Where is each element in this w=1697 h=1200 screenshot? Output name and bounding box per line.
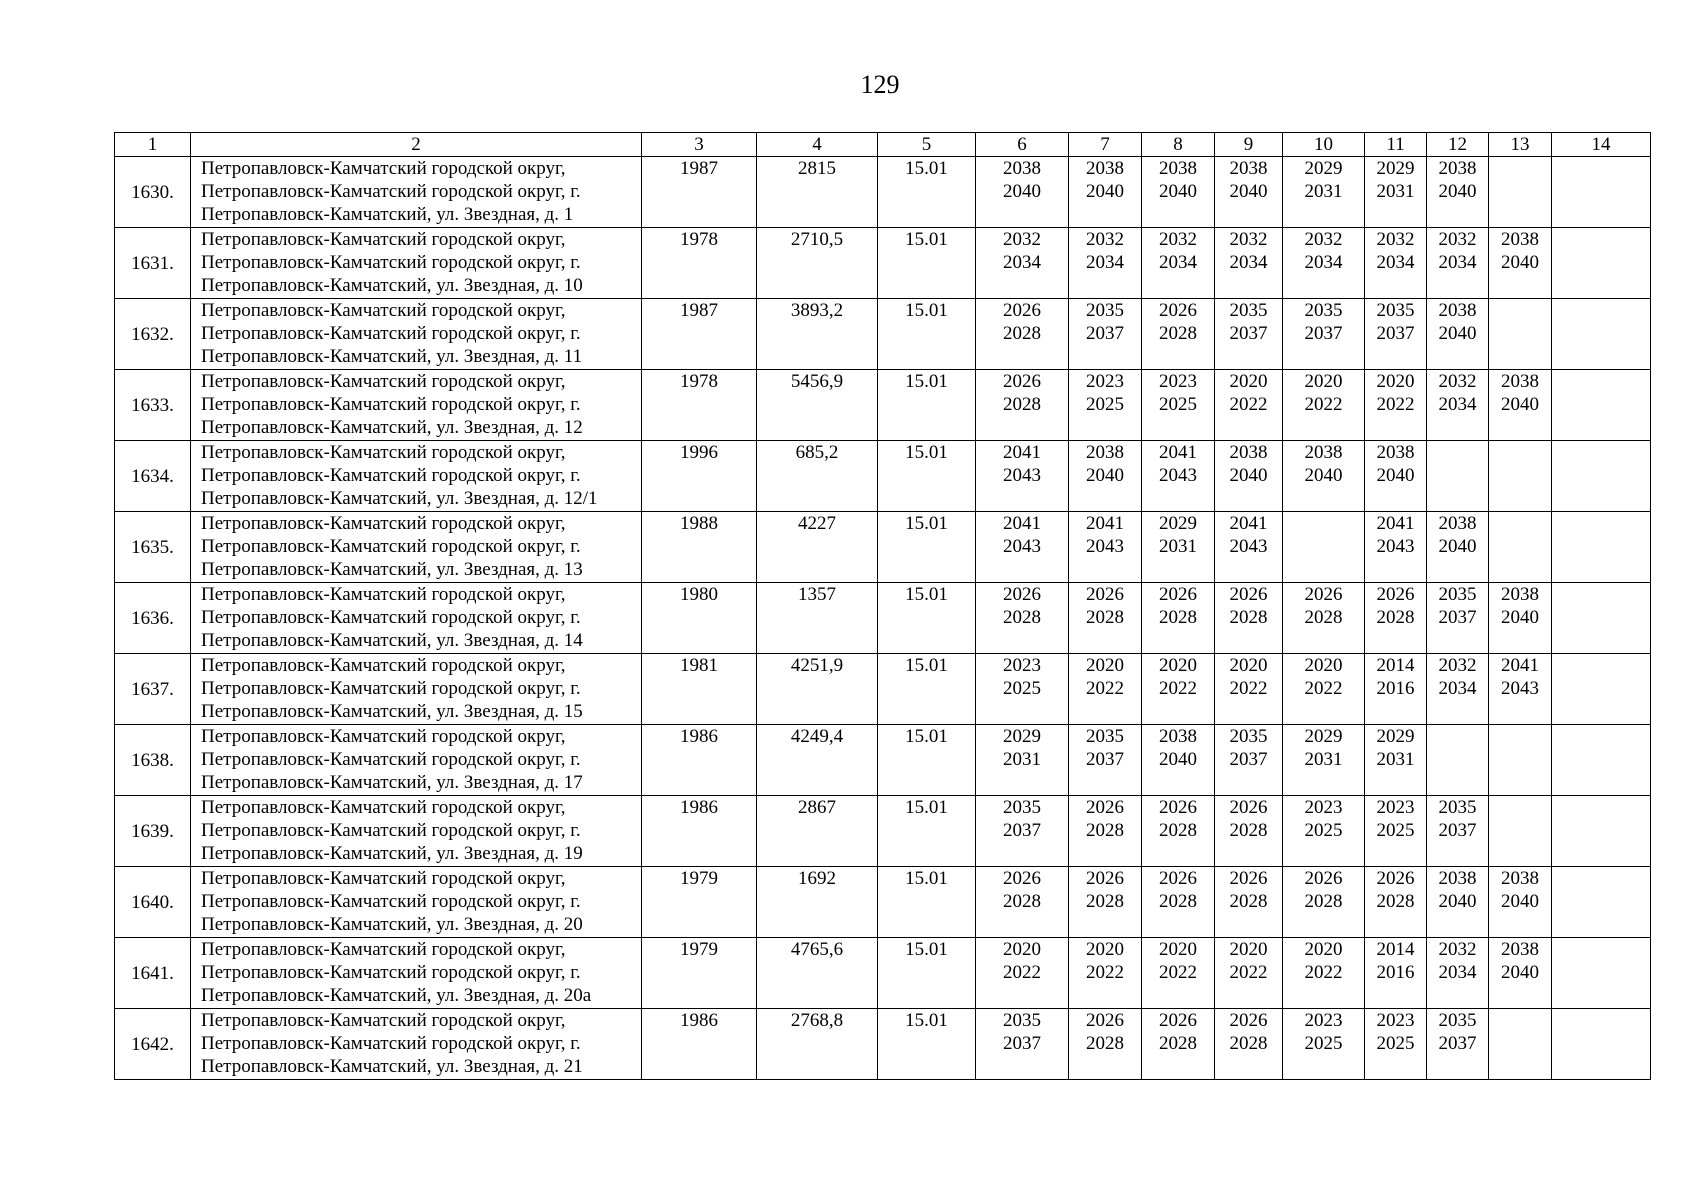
work-period-cell-col-13: 2038 2040 [1489, 228, 1552, 299]
code-cell: 15.01 [878, 228, 976, 299]
code-cell: 15.01 [878, 583, 976, 654]
code-cell: 15.01 [878, 725, 976, 796]
table-row [115, 299, 1651, 370]
address-line: Петропавловск-Камчатский городской округ, [201, 726, 566, 747]
work-period-cell-col-13 [1489, 441, 1552, 512]
work-period-cell-col-10: 2026 2028 [1283, 867, 1365, 938]
work-period-cell-col-10: 2020 2022 [1283, 654, 1365, 725]
code-cell: 15.01 [878, 370, 976, 441]
address-line: Петропавловск-Камчатский, ул. Звездная, д. 15 [201, 701, 583, 722]
work-period-cell-col-12: 2032 2034 [1427, 228, 1489, 299]
work-period-cell-col-6: 2032 2034 [976, 228, 1069, 299]
work-period-cell-col-6: 2041 2043 [976, 441, 1069, 512]
address-cell [191, 725, 642, 796]
row-number: 1633. [115, 370, 191, 441]
address-line: Петропавловск-Камчатский городской округ, г. [201, 536, 581, 557]
work-period-cell-col-7: 2023 2025 [1069, 370, 1142, 441]
work-period-cell-col-7: 2032 2034 [1069, 228, 1142, 299]
address-line: Петропавловск-Камчатский городской округ, г. [201, 607, 581, 628]
work-period-cell-col-13 [1489, 725, 1552, 796]
work-period-cell-col-11: 2029 2031 [1365, 725, 1427, 796]
build-year-cell: 1988 [642, 512, 757, 583]
area-cell: 3893,2 [757, 299, 878, 370]
work-period-cell-col-11: 2026 2028 [1365, 867, 1427, 938]
build-year-cell: 1986 [642, 1009, 757, 1080]
work-period-cell-col-7: 2020 2022 [1069, 938, 1142, 1009]
housing-register-table [114, 132, 1651, 1080]
address-line: Петропавловск-Камчатский городской округ, г. [201, 962, 581, 983]
work-period-cell-col-6: 2035 2037 [976, 1009, 1069, 1080]
work-period-cell-col-14 [1552, 867, 1651, 938]
work-period-cell-col-6: 2026 2028 [976, 370, 1069, 441]
work-period-cell-col-10: 2032 2034 [1283, 228, 1365, 299]
code-cell: 15.01 [878, 867, 976, 938]
area-cell: 1357 [757, 583, 878, 654]
work-period-cell-col-12: 2038 2040 [1427, 867, 1489, 938]
work-period-cell-col-6: 2020 2022 [976, 938, 1069, 1009]
address-line: Петропавловск-Камчатский городской округ, г. [201, 1033, 581, 1054]
code-cell: 15.01 [878, 654, 976, 725]
work-period-cell-col-7: 2035 2037 [1069, 725, 1142, 796]
work-period-cell-col-10 [1283, 512, 1365, 583]
build-year-cell: 1979 [642, 867, 757, 938]
column-header-3: 3 [642, 133, 757, 157]
area-cell: 4251,9 [757, 654, 878, 725]
work-period-cell-col-11: 2014 2016 [1365, 654, 1427, 725]
work-period-cell-col-12: 2035 2037 [1427, 796, 1489, 867]
work-period-cell-col-13 [1489, 512, 1552, 583]
column-header-6: 6 [976, 133, 1069, 157]
table-row [115, 725, 1651, 796]
work-period-cell-col-8: 2020 2022 [1142, 654, 1215, 725]
table-row [115, 441, 1651, 512]
code-cell: 15.01 [878, 796, 976, 867]
address-cell [191, 796, 642, 867]
code-cell: 15.01 [878, 299, 976, 370]
table-row [115, 583, 1651, 654]
work-period-cell-col-13: 2038 2040 [1489, 938, 1552, 1009]
address-line: Петропавловск-Камчатский городской округ, г. [201, 891, 581, 912]
row-number: 1631. [115, 228, 191, 299]
work-period-cell-col-13: 2038 2040 [1489, 583, 1552, 654]
build-year-cell: 1980 [642, 583, 757, 654]
address-line: Петропавловск-Камчатский, ул. Звездная, д. 19 [201, 843, 583, 864]
address-line: Петропавловск-Камчатский городской округ, [201, 513, 566, 534]
address-line: Петропавловск-Камчатский городской округ, г. [201, 749, 581, 770]
work-period-cell-col-9: 2020 2022 [1215, 370, 1283, 441]
code-cell: 15.01 [878, 1009, 976, 1080]
row-number: 1630. [115, 157, 191, 228]
address-cell [191, 512, 642, 583]
work-period-cell-col-10: 2020 2022 [1283, 938, 1365, 1009]
column-header-9: 9 [1215, 133, 1283, 157]
work-period-cell-col-9: 2032 2034 [1215, 228, 1283, 299]
column-header-11: 11 [1365, 133, 1427, 157]
work-period-cell-col-13 [1489, 796, 1552, 867]
code-cell: 15.01 [878, 512, 976, 583]
address-line: Петропавловск-Камчатский, ул. Звездная, д. 12 [201, 417, 583, 438]
work-period-cell-col-14 [1552, 299, 1651, 370]
work-period-cell-col-9: 2038 2040 [1215, 441, 1283, 512]
build-year-cell: 1987 [642, 157, 757, 228]
table-row [115, 228, 1651, 299]
address-line: Петропавловск-Камчатский городской округ, г. [201, 323, 581, 344]
work-period-cell-col-6: 2023 2025 [976, 654, 1069, 725]
work-period-cell-col-13 [1489, 157, 1552, 228]
work-period-cell-col-14 [1552, 1009, 1651, 1080]
work-period-cell-col-14 [1552, 157, 1651, 228]
work-period-cell-col-6: 2029 2031 [976, 725, 1069, 796]
address-line: Петропавловск-Камчатский, ул. Звездная, д. 11 [201, 346, 583, 367]
work-period-cell-col-8: 2026 2028 [1142, 583, 1215, 654]
build-year-cell: 1981 [642, 654, 757, 725]
work-period-cell-col-8: 2020 2022 [1142, 938, 1215, 1009]
work-period-cell-col-14 [1552, 654, 1651, 725]
work-period-cell-col-11: 2041 2043 [1365, 512, 1427, 583]
work-period-cell-col-14 [1552, 583, 1651, 654]
row-number: 1639. [115, 796, 191, 867]
work-period-cell-col-10: 2029 2031 [1283, 157, 1365, 228]
row-number: 1632. [115, 299, 191, 370]
address-line: Петропавловск-Камчатский, ул. Звездная, д. 10 [201, 275, 583, 296]
table-header-row [115, 133, 1651, 157]
address-line: Петропавловск-Камчатский городской округ, [201, 300, 566, 321]
address-cell [191, 370, 642, 441]
address-line: Петропавловск-Камчатский городской округ, [201, 1010, 566, 1031]
work-period-cell-col-12: 2038 2040 [1427, 299, 1489, 370]
area-cell: 4249,4 [757, 725, 878, 796]
column-header-8: 8 [1142, 133, 1215, 157]
area-cell: 5456,9 [757, 370, 878, 441]
work-period-cell-col-9: 2035 2037 [1215, 299, 1283, 370]
address-cell [191, 299, 642, 370]
work-period-cell-col-7: 2026 2028 [1069, 583, 1142, 654]
address-line: Петропавловск-Камчатский городской округ, г. [201, 181, 581, 202]
work-period-cell-col-10: 2020 2022 [1283, 370, 1365, 441]
work-period-cell-col-13 [1489, 1009, 1552, 1080]
column-header-13: 13 [1489, 133, 1552, 157]
code-cell: 15.01 [878, 441, 976, 512]
build-year-cell: 1986 [642, 796, 757, 867]
table-row [115, 654, 1651, 725]
row-number: 1636. [115, 583, 191, 654]
code-cell: 15.01 [878, 157, 976, 228]
work-period-cell-col-8: 2038 2040 [1142, 157, 1215, 228]
work-period-cell-col-14 [1552, 938, 1651, 1009]
work-period-cell-col-6: 2038 2040 [976, 157, 1069, 228]
area-cell: 2768,8 [757, 1009, 878, 1080]
work-period-cell-col-11: 2029 2031 [1365, 157, 1427, 228]
work-period-cell-col-11: 2035 2037 [1365, 299, 1427, 370]
address-line: Петропавловск-Камчатский, ул. Звездная, д. 17 [201, 772, 583, 793]
work-period-cell-col-7: 2026 2028 [1069, 796, 1142, 867]
address-line: Петропавловск-Камчатский городской округ, [201, 584, 566, 605]
work-period-cell-col-9: 2026 2028 [1215, 867, 1283, 938]
work-period-cell-col-12 [1427, 725, 1489, 796]
address-line: Петропавловск-Камчатский городской округ, [201, 371, 566, 392]
work-period-cell-col-13: 2041 2043 [1489, 654, 1552, 725]
address-line: Петропавловск-Камчатский городской округ, [201, 868, 566, 889]
address-cell [191, 654, 642, 725]
work-period-cell-col-8: 2041 2043 [1142, 441, 1215, 512]
work-period-cell-col-14 [1552, 228, 1651, 299]
work-period-cell-col-7: 2041 2043 [1069, 512, 1142, 583]
row-number: 1634. [115, 441, 191, 512]
work-period-cell-col-9: 2038 2040 [1215, 157, 1283, 228]
work-period-cell-col-12: 2038 2040 [1427, 512, 1489, 583]
work-period-cell-col-7: 2026 2028 [1069, 867, 1142, 938]
work-period-cell-col-8: 2026 2028 [1142, 796, 1215, 867]
table-row [115, 938, 1651, 1009]
address-line: Петропавловск-Камчатский городской округ, [201, 797, 566, 818]
address-cell [191, 157, 642, 228]
work-period-cell-col-9: 2041 2043 [1215, 512, 1283, 583]
address-line: Петропавловск-Камчатский городской округ, [201, 229, 566, 250]
work-period-cell-col-7: 2035 2037 [1069, 299, 1142, 370]
work-period-cell-col-12: 2035 2037 [1427, 583, 1489, 654]
address-line: Петропавловск-Камчатский, ул. Звездная, д. 1 [201, 204, 574, 225]
column-header-2: 2 [191, 133, 642, 157]
work-period-cell-col-8: 2038 2040 [1142, 725, 1215, 796]
row-number: 1637. [115, 654, 191, 725]
area-cell: 2710,5 [757, 228, 878, 299]
work-period-cell-col-12: 2035 2037 [1427, 1009, 1489, 1080]
work-period-cell-col-9: 2026 2028 [1215, 583, 1283, 654]
address-line: Петропавловск-Камчатский городской округ, г. [201, 820, 581, 841]
work-period-cell-col-8: 2026 2028 [1142, 867, 1215, 938]
address-line: Петропавловск-Камчатский, ул. Звездная, д. 12/1 [201, 488, 598, 509]
work-period-cell-col-12: 2032 2034 [1427, 370, 1489, 441]
address-line: Петропавловск-Камчатский, ул. Звездная, д. 21 [201, 1056, 583, 1077]
area-cell: 2815 [757, 157, 878, 228]
address-line: Петропавловск-Камчатский городской округ, [201, 158, 566, 179]
area-cell: 2867 [757, 796, 878, 867]
work-period-cell-col-8: 2026 2028 [1142, 299, 1215, 370]
work-period-cell-col-8: 2029 2031 [1142, 512, 1215, 583]
work-period-cell-col-12: 2032 2034 [1427, 654, 1489, 725]
work-period-cell-col-12: 2032 2034 [1427, 938, 1489, 1009]
address-cell [191, 867, 642, 938]
address-line: Петропавловск-Камчатский, ул. Звездная, д. 13 [201, 559, 583, 580]
work-period-cell-col-10: 2023 2025 [1283, 796, 1365, 867]
code-cell: 15.01 [878, 938, 976, 1009]
address-line: Петропавловск-Камчатский городской округ, [201, 939, 566, 960]
table-row [115, 370, 1651, 441]
work-period-cell-col-9: 2026 2028 [1215, 1009, 1283, 1080]
work-period-cell-col-6: 2026 2028 [976, 299, 1069, 370]
address-line: Петропавловск-Камчатский городской округ, г. [201, 678, 581, 699]
address-cell [191, 583, 642, 654]
work-period-cell-col-14 [1552, 725, 1651, 796]
address-line: Петропавловск-Камчатский городской округ, г. [201, 394, 581, 415]
build-year-cell: 1979 [642, 938, 757, 1009]
column-header-4: 4 [757, 133, 878, 157]
column-header-14: 14 [1552, 133, 1651, 157]
work-period-cell-col-10: 2026 2028 [1283, 583, 1365, 654]
work-period-cell-col-14 [1552, 441, 1651, 512]
work-period-cell-col-7: 2020 2022 [1069, 654, 1142, 725]
work-period-cell-col-6: 2041 2043 [976, 512, 1069, 583]
work-period-cell-col-11: 2026 2028 [1365, 583, 1427, 654]
address-line: Петропавловск-Камчатский городской округ, [201, 655, 566, 676]
address-line: Петропавловск-Камчатский, ул. Звездная, д. 20а [201, 985, 592, 1006]
column-header-5: 5 [878, 133, 976, 157]
work-period-cell-col-10: 2038 2040 [1283, 441, 1365, 512]
work-period-cell-col-9: 2020 2022 [1215, 654, 1283, 725]
work-period-cell-col-8: 2023 2025 [1142, 370, 1215, 441]
address-cell [191, 441, 642, 512]
work-period-cell-col-11: 2023 2025 [1365, 1009, 1427, 1080]
work-period-cell-col-10: 2029 2031 [1283, 725, 1365, 796]
address-line: Петропавловск-Камчатский городской округ, г. [201, 252, 581, 273]
work-period-cell-col-11: 2014 2016 [1365, 938, 1427, 1009]
column-header-7: 7 [1069, 133, 1142, 157]
work-period-cell-col-6: 2026 2028 [976, 583, 1069, 654]
area-cell: 4765,6 [757, 938, 878, 1009]
row-number: 1641. [115, 938, 191, 1009]
build-year-cell: 1987 [642, 299, 757, 370]
work-period-cell-col-7: 2038 2040 [1069, 441, 1142, 512]
row-number: 1638. [115, 725, 191, 796]
column-header-1: 1 [115, 133, 191, 157]
work-period-cell-col-12: 2038 2040 [1427, 157, 1489, 228]
table-row [115, 157, 1651, 228]
work-period-cell-col-11: 2023 2025 [1365, 796, 1427, 867]
work-period-cell-col-8: 2032 2034 [1142, 228, 1215, 299]
build-year-cell: 1996 [642, 441, 757, 512]
table-row [115, 796, 1651, 867]
work-period-cell-col-7: 2038 2040 [1069, 157, 1142, 228]
work-period-cell-col-8: 2026 2028 [1142, 1009, 1215, 1080]
table-row [115, 512, 1651, 583]
table-row [115, 1009, 1651, 1080]
work-period-cell-col-6: 2026 2028 [976, 867, 1069, 938]
work-period-cell-col-9: 2026 2028 [1215, 796, 1283, 867]
row-number: 1642. [115, 1009, 191, 1080]
work-period-cell-col-13 [1489, 299, 1552, 370]
work-period-cell-col-11: 2020 2022 [1365, 370, 1427, 441]
work-period-cell-col-9: 2035 2037 [1215, 725, 1283, 796]
build-year-cell: 1978 [642, 228, 757, 299]
address-cell [191, 228, 642, 299]
address-line: Петропавловск-Камчатский городской округ, г. [201, 465, 581, 486]
column-header-12: 12 [1427, 133, 1489, 157]
work-period-cell-col-9: 2020 2022 [1215, 938, 1283, 1009]
build-year-cell: 1978 [642, 370, 757, 441]
work-period-cell-col-11: 2032 2034 [1365, 228, 1427, 299]
work-period-cell-col-10: 2035 2037 [1283, 299, 1365, 370]
table-body [115, 157, 1651, 1080]
work-period-cell-col-14 [1552, 370, 1651, 441]
work-period-cell-col-11: 2038 2040 [1365, 441, 1427, 512]
work-period-cell-col-12 [1427, 441, 1489, 512]
build-year-cell: 1986 [642, 725, 757, 796]
address-cell [191, 1009, 642, 1080]
work-period-cell-col-14 [1552, 796, 1651, 867]
work-period-cell-col-7: 2026 2028 [1069, 1009, 1142, 1080]
work-period-cell-col-13: 2038 2040 [1489, 370, 1552, 441]
work-period-cell-col-13: 2038 2040 [1489, 867, 1552, 938]
address-line: Петропавловск-Камчатский, ул. Звездная, д. 14 [201, 630, 583, 651]
table-row [115, 867, 1651, 938]
area-cell: 4227 [757, 512, 878, 583]
address-line: Петропавловск-Камчатский, ул. Звездная, д. 20 [201, 914, 583, 935]
row-number: 1640. [115, 867, 191, 938]
work-period-cell-col-10: 2023 2025 [1283, 1009, 1365, 1080]
address-cell [191, 938, 642, 1009]
work-period-cell-col-6: 2035 2037 [976, 796, 1069, 867]
address-line: Петропавловск-Камчатский городской округ, [201, 442, 566, 463]
area-cell: 685,2 [757, 441, 878, 512]
row-number: 1635. [115, 512, 191, 583]
area-cell: 1692 [757, 867, 878, 938]
column-header-10: 10 [1283, 133, 1365, 157]
work-period-cell-col-14 [1552, 512, 1651, 583]
page-number: 129 [860, 70, 900, 99]
